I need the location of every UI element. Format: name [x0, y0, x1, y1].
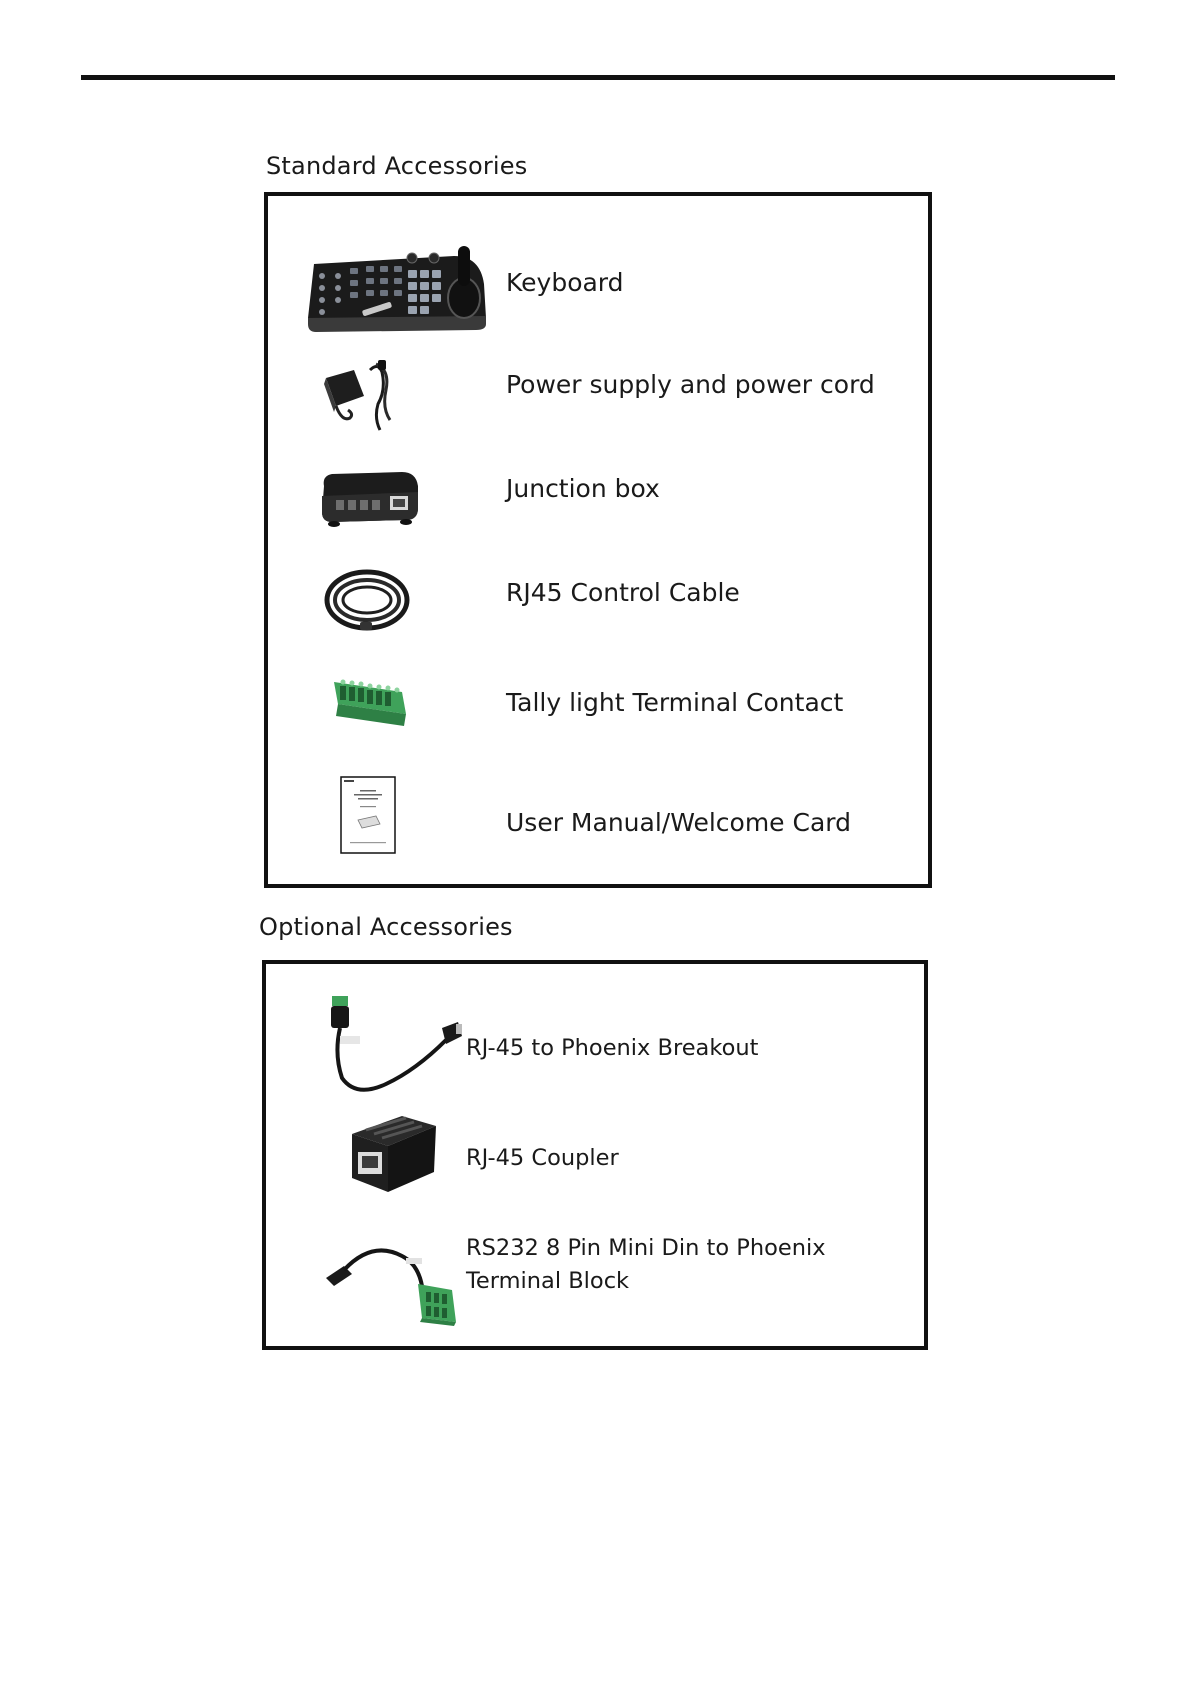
item-label: RS232 8 Pin Mini Din to Phoenix Terminal Block [466, 1235, 826, 1294]
list-item [268, 556, 928, 646]
manual-icon [340, 776, 396, 854]
terminal-block-icon [330, 674, 410, 734]
cable-coil-icon [322, 566, 412, 636]
list-item [268, 346, 928, 436]
item-label: RJ-45 to Phoenix Breakout [466, 1035, 759, 1061]
mini-din-adapter-icon [322, 1234, 472, 1328]
list-item [268, 236, 928, 336]
item-label: User Manual/Welcome Card [506, 808, 851, 837]
list-item [266, 1112, 924, 1212]
standard-accessories-box [264, 192, 932, 888]
junction-box-icon [318, 468, 422, 528]
optional-accessories-box [262, 960, 928, 1350]
item-label: Keyboard [506, 268, 624, 297]
list-item [266, 994, 924, 1104]
list-item [268, 666, 928, 756]
breakout-cable-icon [326, 994, 466, 1098]
power-supply-icon [320, 360, 400, 432]
item-label: RJ45 Control Cable [506, 578, 740, 607]
list-item [268, 776, 928, 876]
list-item [266, 1226, 924, 1336]
list-item [268, 454, 928, 534]
item-label: Tally light Terminal Contact [506, 688, 844, 717]
standard-accessories-title: Standard Accessories [266, 152, 528, 180]
header-rule [81, 75, 1115, 80]
item-label: RJ-45 Coupler [466, 1145, 619, 1171]
item-label: Junction box [506, 474, 660, 503]
optional-accessories-title: Optional Accessories [259, 913, 513, 941]
coupler-icon [348, 1112, 440, 1196]
keyboard-controller-icon [304, 244, 490, 332]
item-label: Power supply and power cord [506, 370, 875, 399]
